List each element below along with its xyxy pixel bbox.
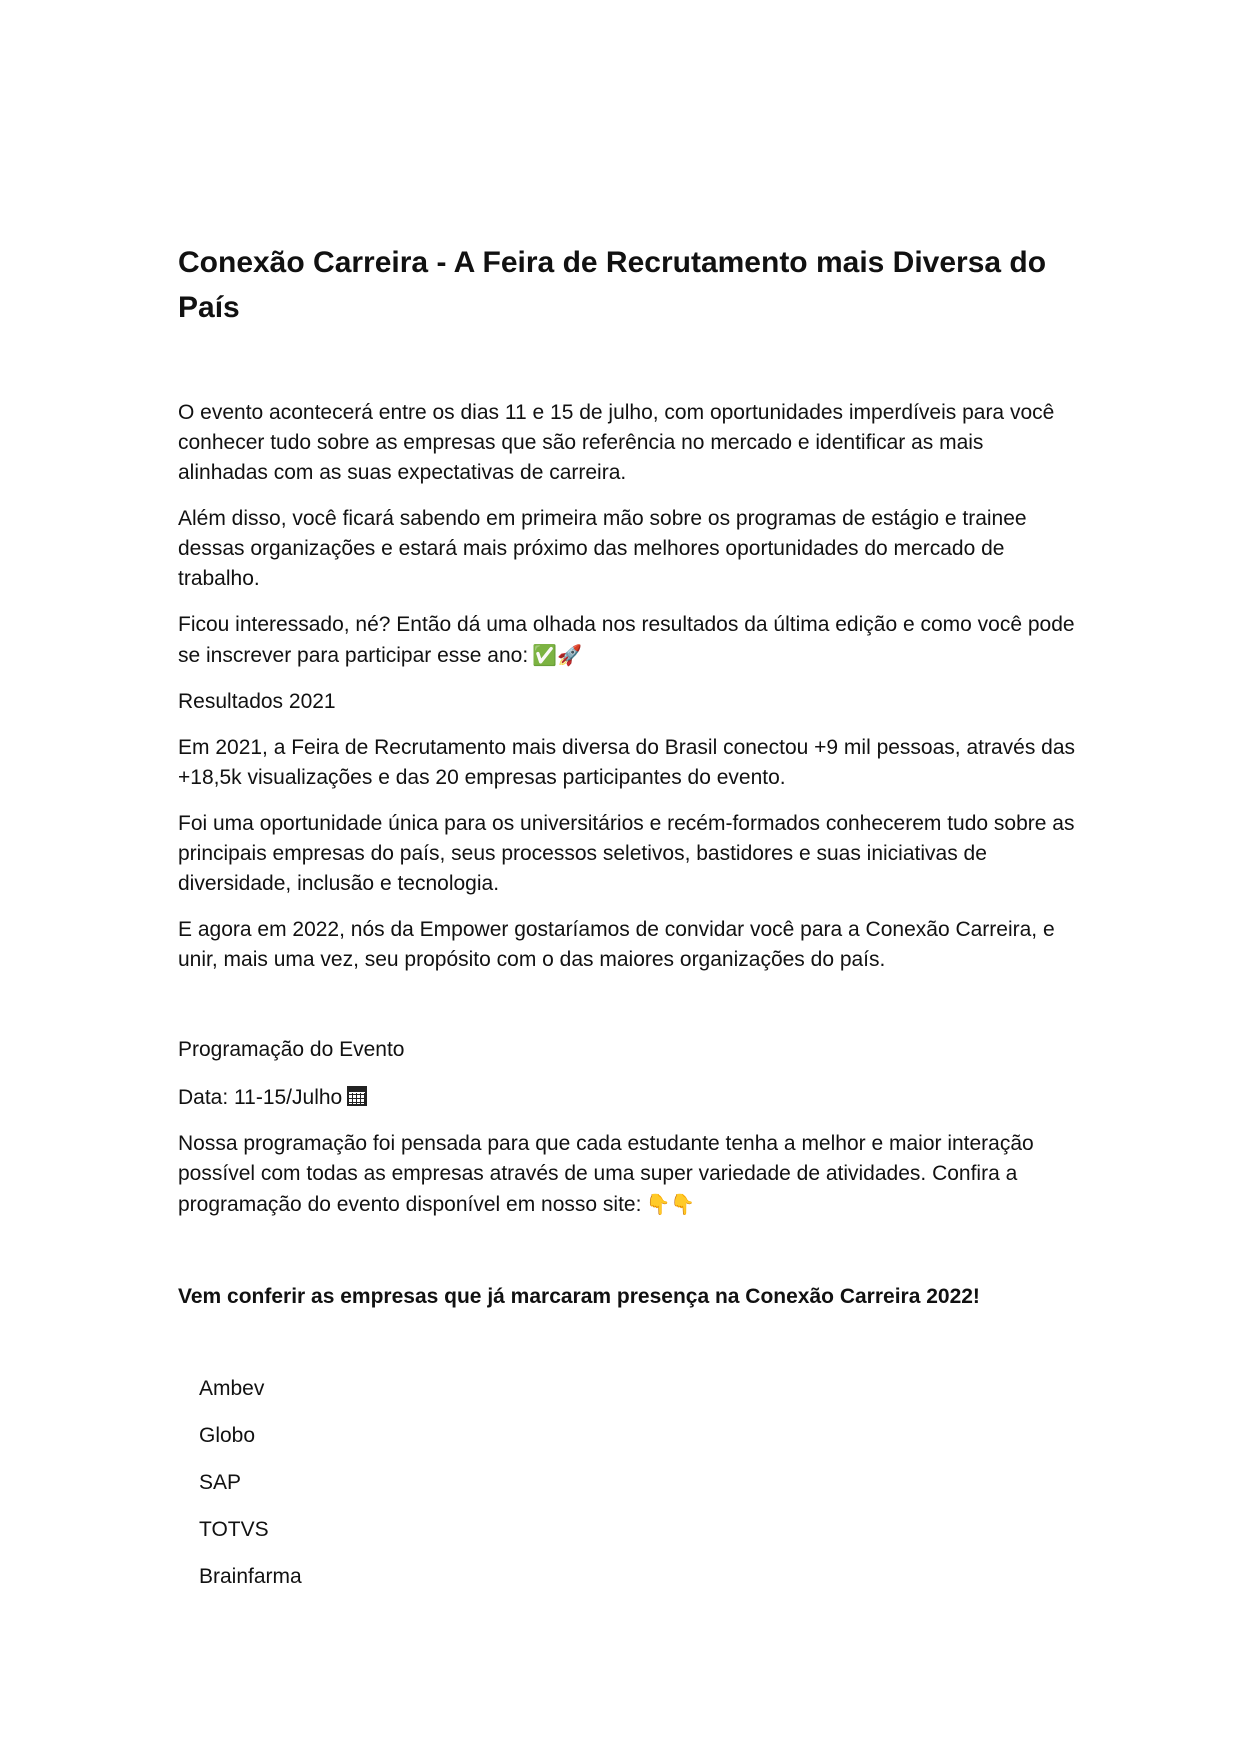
company-item: Brainfarma bbox=[199, 1565, 302, 1588]
paragraph-ficou-text: Ficou interessado, né? Então dá uma olhada nos resultados da última edição e como você pode se inscrever para participar esse ano: bbox=[178, 613, 1075, 667]
paragraph-ficou bbox=[178, 610, 1078, 671]
company-item: Ambev bbox=[199, 1377, 265, 1400]
paragraph-nossa bbox=[178, 1129, 1078, 1220]
companies-heading: Vem conferir as empresas que já marcaram presença na Conexão Carreira 2022! bbox=[178, 1285, 980, 1308]
paragraph-em2021: Em 2021, a Feira de Recrutamento mais diversa do Brasil conectou +9 mil pessoas, através das +18,5k visualizações e das 20 empresas participantes do evento. bbox=[178, 736, 1076, 789]
calendar-icon bbox=[347, 1086, 367, 1106]
paragraph-alem: Além disso, você ficará sabendo em primeira mão sobre os programas de estágio e trainee dessas organizações e estará mais próximo das melhores oportunidades do mercado de trabalho. bbox=[178, 507, 1027, 590]
company-item: SAP bbox=[199, 1471, 242, 1494]
paragraph-foi: Foi uma oportunidade única para os universitários e recém-formados conhecerem tudo sobre as principais empresas do país, seus processos seletivos, bastidores e suas iniciativas de diversidade, inclusão e tecnologia. bbox=[178, 812, 1075, 895]
paragraph-intro: O evento acontecerá entre os dias 11 e 15 de julho, com oportunidades imperdíveis para você conhecer tudo sobre as empresas que são referência no mercado e identificar as mais alinhadas com as suas expectativas de carreira. bbox=[178, 401, 1055, 484]
pointing-down-emoji-icon: 👇👇 bbox=[645, 1192, 696, 1216]
event-date-text: Data: 11-15/Julho bbox=[178, 1086, 343, 1109]
check-rocket-emoji-icon: ✅🚀 bbox=[532, 643, 582, 667]
document-title: Conexão Carreira - A Feira de Recrutamento mais Diversa do País bbox=[178, 246, 1047, 324]
company-item: TOTVS bbox=[199, 1518, 269, 1541]
paragraph-nossa-text: Nossa programação foi pensada para que cada estudante tenha a melhor e maior interação possível com todas as empresas através de uma super variedade de atividades. Confira a programação do evento disponível em nosso site: bbox=[178, 1132, 1034, 1216]
programacao-heading: Programação do Evento bbox=[178, 1038, 405, 1061]
paragraph-agora: E agora em 2022, nós da Empower gostaríamos de convidar você para a Conexão Carreira, e unir, mais uma vez, seu propósito com o das maiores organizações do país. bbox=[178, 918, 1055, 971]
resultados-heading: Resultados 2021 bbox=[178, 690, 336, 713]
event-date bbox=[178, 1083, 1078, 1113]
document-page bbox=[178, 240, 1078, 1609]
company-item: Globo bbox=[199, 1424, 256, 1447]
companies-list bbox=[178, 1374, 1078, 1592]
